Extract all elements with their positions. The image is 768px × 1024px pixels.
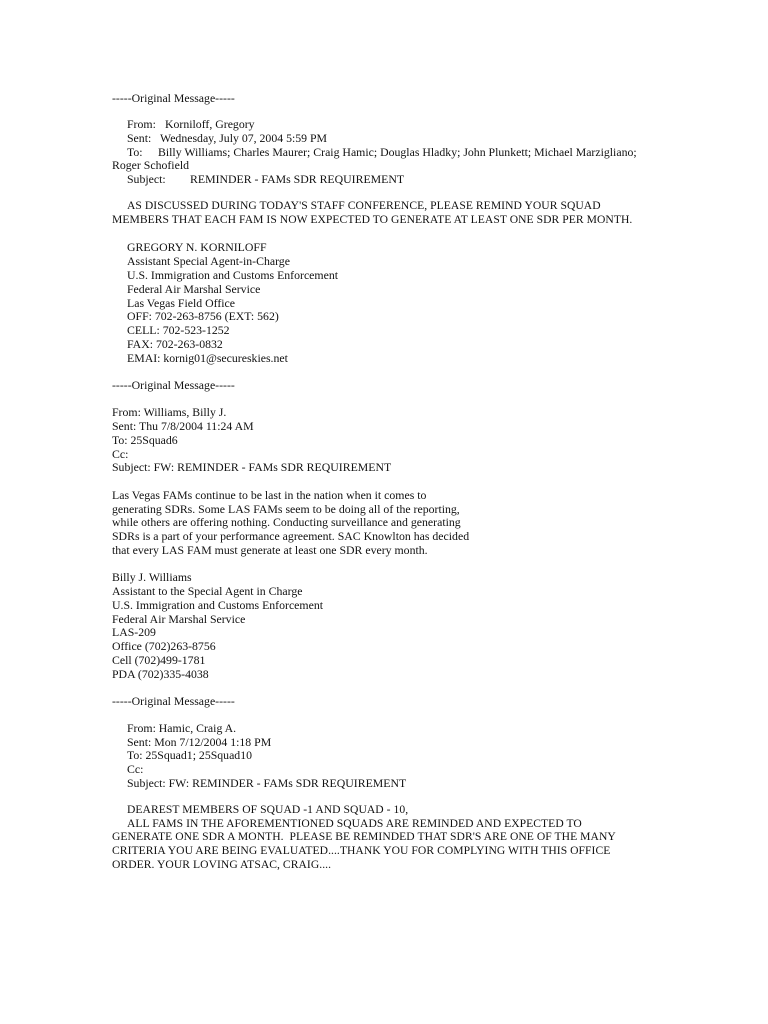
signature-name: GREGORY N. KORNILOFF (127, 240, 267, 254)
signature-line: CELL: 702-523-1252 (127, 323, 230, 337)
signature-line: Las Vegas Field Office (127, 296, 236, 310)
signature-line: PDA (702)335-4038 (112, 667, 209, 681)
from-label: From: (127, 117, 156, 131)
to-label: To: (127, 145, 143, 159)
signature-line: Assistant Special Agent-in-Charge (127, 254, 290, 268)
signature-line: U.S. Immigration and Customs Enforcement (127, 268, 339, 282)
header-from: From: Williams, Billy J. (112, 405, 227, 419)
signature-line: LAS-209 (112, 625, 156, 639)
signature-line: U.S. Immigration and Customs Enforcement (112, 598, 324, 612)
subject-value: REMINDER - FAMs SDR REQUIREMENT (190, 172, 405, 186)
body-line: generating SDRs. Some LAS FAMs seem to be doing all of the reporting, (112, 502, 460, 516)
subject-label: Subject: (127, 172, 166, 186)
header-to: To: 25Squad1; 25Squad10 (127, 748, 253, 762)
body-line: Las Vegas FAMs continue to be last in the nation when it comes to (112, 488, 427, 502)
sent-label: Sent: (127, 131, 152, 145)
body-line: SDRs is a part of your performance agreement. SAC Knowlton has decided (112, 529, 470, 543)
header-sent: Sent: Mon 7/12/2004 1:18 PM (127, 735, 272, 749)
original-message-separator: -----Original Message----- (112, 91, 235, 105)
header-cc: Cc: (112, 447, 129, 461)
header-subject: Subject: FW: REMINDER - FAMs SDR REQUIREMENT (127, 776, 407, 790)
header-to: To: 25Squad6 (112, 433, 178, 447)
header-sent: Sent: Thu 7/8/2004 11:24 AM (112, 419, 254, 433)
sent-value: Wednesday, July 07, 2004 5:59 PM (160, 131, 328, 145)
signature-line: Cell (702)499-1781 (112, 653, 206, 667)
signature-line: Office (702)263-8756 (112, 639, 216, 653)
signature-line: OFF: 702-263-8756 (EXT: 562) (127, 309, 279, 323)
original-message-separator: -----Original Message----- (112, 694, 235, 708)
body-line: ALL FAMS IN THE AFOREMENTIONED SQUADS ARE REMINDED AND EXPECTED TO (127, 817, 582, 830)
greeting: DEAREST MEMBERS OF SQUAD -1 AND SQUAD - 10, (127, 803, 409, 816)
signature-line: Assistant to the Special Agent in Charge (112, 584, 303, 598)
signature-line: Federal Air Marshal Service (112, 612, 246, 626)
body-line: CRITERIA YOU ARE BEING EVALUATED....THANK YOU FOR COMPLYING WITH THIS OFFICE (112, 844, 611, 857)
signature-email: EMAI: kornig01@secureskies.net (127, 351, 288, 365)
body-line: GENERATE ONE SDR A MONTH. PLEASE BE REMINDED THAT SDR'S ARE ONE OF THE MANY (112, 830, 616, 843)
body-line: ORDER. YOUR LOVING ATSAC, CRAIG.... (112, 858, 332, 871)
signature-line: Federal Air Marshal Service (127, 282, 261, 296)
to-recipients-continued: Roger Schofield (112, 158, 189, 172)
to-recipients: Billy Williams; Charles Maurer; Craig Hamic; Douglas Hladky; John Plunkett; Michael Marzigliano; (158, 145, 637, 159)
body-line: while others are offering nothing. Conducting surveillance and generating (112, 515, 461, 529)
signature-name: Billy J. Williams (112, 570, 192, 584)
body-line: AS DISCUSSED DURING TODAY'S STAFF CONFERENCE, PLEASE REMIND YOUR SQUAD (127, 199, 601, 212)
from-value: Korniloff, Gregory (165, 117, 255, 131)
body-line: MEMBERS THAT EACH FAM IS NOW EXPECTED TO GENERATE AT LEAST ONE SDR PER MONTH. (112, 213, 633, 226)
original-message-separator: -----Original Message----- (112, 378, 235, 392)
body-line: that every LAS FAM must generate at least one SDR every month. (112, 543, 428, 557)
header-subject: Subject: FW: REMINDER - FAMs SDR REQUIREMENT (112, 460, 392, 474)
signature-line: FAX: 702-263-0832 (127, 337, 223, 351)
header-cc: Cc: (127, 762, 144, 776)
header-from: From: Hamic, Craig A. (127, 721, 237, 735)
